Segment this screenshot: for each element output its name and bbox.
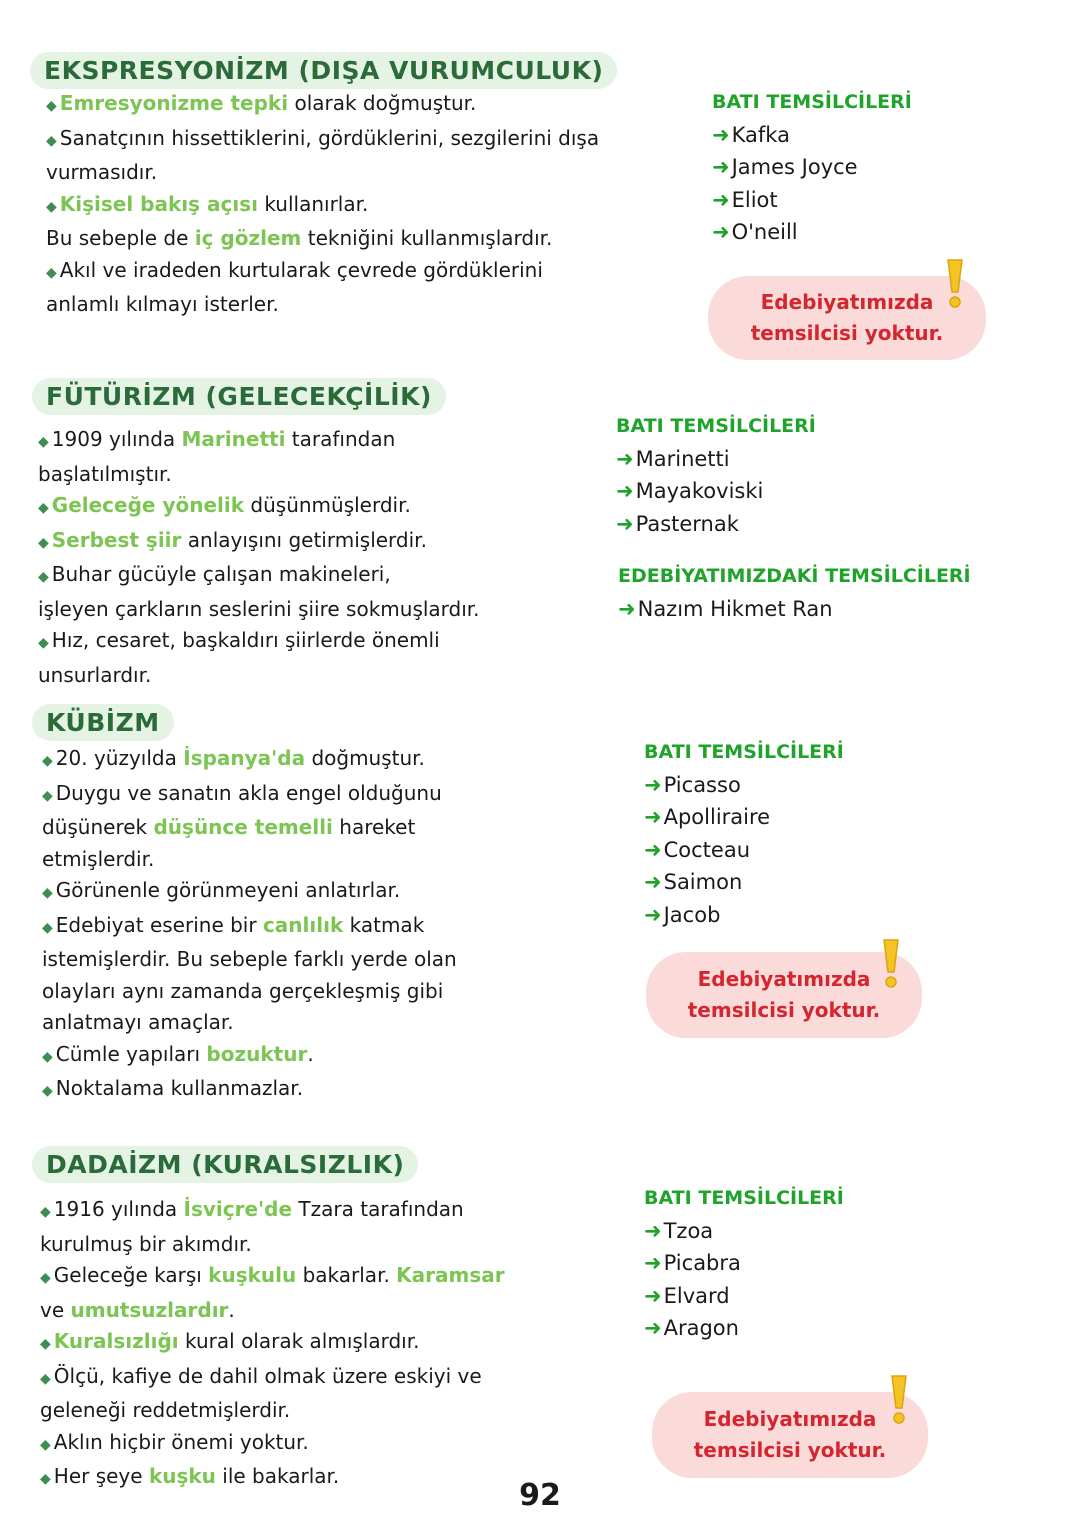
rep-item: ➜Eliot [712, 187, 778, 212]
bullet-line: ◆ Duygu ve sanatın akla engel olduğunu [42, 780, 442, 805]
bullet-line: ◆ Geleceğe yönelik düşünmüşlerdir. [38, 493, 411, 517]
bullet-line: ◆ Aklın hiçbir önemi yoktur. [40, 1429, 309, 1454]
bullet-line: ◆ Hız, cesaret, başkaldırı şiirlerde önemli [38, 628, 440, 652]
bullet-line: ◆ Buhar gücüyle çalışan makineleri, [38, 562, 391, 586]
rep-item: ➜Cocteau [644, 837, 750, 862]
arrow-right-icon: ➜ [644, 772, 662, 797]
note-no-representative: Edebiyatımızda temsilcisi yoktur. [708, 276, 986, 360]
text-line: etmişlerdir. [42, 846, 155, 871]
text-line: kurulmuş bir akımdır. [40, 1231, 252, 1256]
rep-item: ➜Elvard [644, 1283, 730, 1308]
text-line: ve umutsuzlardır. [40, 1297, 235, 1322]
arrow-right-icon: ➜ [644, 1283, 662, 1308]
arrow-right-icon: ➜ [644, 805, 662, 829]
text-line: düşünerek düşünce temelli hareket [42, 815, 416, 839]
bullet-line: ◆ Edebiyat eserine bir canlılık katmak [42, 912, 425, 937]
section-body-futurizm [38, 424, 480, 691]
bullet-line: ◆ Kişisel bakış açısı kullanırlar. [46, 191, 369, 216]
exclamation-icon [880, 938, 902, 990]
section-body-kubizm [42, 743, 457, 1108]
rep-item: ➜Kafka [712, 122, 790, 147]
bullet-line: ◆ Ölçü, kafiye de dahil olmak üzere eskiyi ve [40, 1363, 482, 1388]
rep-item: ➜O'neill [712, 220, 798, 244]
bullet-line: ◆ Emresyonizme tepki olarak doğmuştur. [46, 91, 477, 115]
arrow-right-icon: ➜ [644, 1316, 662, 1340]
rep-title: EDEBİYATIMIZDAKİ TEMSİLCİLERİ [618, 565, 971, 587]
bullet-line: ◆ 1909 yılında Marinetti tarafından [38, 427, 396, 451]
text-line: olayları aynı zamanda gerçekleşmiş gibi [42, 978, 444, 1003]
rep-item: ➜Pasternak [616, 511, 739, 536]
rep-item: ➜Nazım Hikmet Ran [618, 596, 833, 621]
rep-item: ➜Tzoa [644, 1218, 714, 1243]
bullet-line: ◆ Her şeye kuşku ile bakarlar. [40, 1464, 340, 1488]
arrow-right-icon: ➜ [618, 596, 636, 621]
rep-title: BATI TEMSİLCİLERİ [644, 741, 844, 763]
bullet-line: ◆ Akıl ve iradeden kurtularak çevrede gördüklerini [46, 257, 543, 282]
arrow-right-icon: ➜ [644, 1218, 662, 1243]
page-number: 92 [519, 1478, 561, 1513]
arrow-right-icon: ➜ [712, 155, 730, 179]
representatives-ekspresyonizm [712, 86, 912, 249]
text-line: geleneği reddetmişlerdir. [40, 1398, 291, 1422]
rep-item: ➜Picasso [644, 772, 741, 797]
rep-item: ➜Marinetti [616, 446, 730, 471]
section-title-futurizm: FÜTÜRİZM (GELECEKÇİLİK) [32, 378, 446, 415]
section-body-dadaizm [40, 1194, 505, 1496]
arrow-right-icon: ➜ [712, 122, 730, 147]
text-line: anlamlı kılmayı isterler. [46, 292, 279, 316]
rep-item: ➜Saimon [644, 870, 743, 894]
rep-item: ➜James Joyce [712, 155, 858, 179]
text-line: unsurlardır. [38, 662, 152, 687]
rep-item: ➜Apolliraire [644, 805, 771, 829]
arrow-right-icon: ➜ [644, 902, 662, 927]
section-body-ekspresyonizm [46, 88, 599, 321]
note-no-representative: Edebiyatımızda temsilcisi yoktur. [652, 1392, 928, 1478]
text-line: istemişlerdir. Bu sebeple farklı yerde olan [42, 947, 457, 971]
arrow-right-icon: ➜ [644, 837, 662, 862]
arrow-right-icon: ➜ [644, 1251, 662, 1275]
rep-title: BATI TEMSİLCİLERİ [616, 415, 816, 437]
representatives-futurizm-domestic [618, 560, 971, 625]
bullet-line: ◆ Cümle yapıları bozuktur. [42, 1041, 314, 1066]
bullet-line: ◆ 20. yüzyılda İspanya'da doğmuştur. [42, 746, 425, 770]
bullet-line: ◆ 1916 yılında İsviçre'de Tzara tarafından [40, 1197, 464, 1221]
rep-title: BATI TEMSİLCİLERİ [644, 1187, 844, 1209]
arrow-right-icon: ➜ [616, 479, 634, 503]
exclamation-icon [888, 1374, 910, 1426]
bullet-line: ◆ Kuralsızlığı kural olarak almışlardır. [40, 1329, 420, 1353]
arrow-right-icon: ➜ [644, 870, 662, 894]
rep-item: ➜Jacob [644, 902, 721, 927]
rep-item: ➜Aragon [644, 1316, 739, 1340]
section-title-kubizm: KÜBİZM [32, 704, 174, 741]
bullet-line: ◆ Serbest şiir anlayışını getirmişlerdir. [38, 527, 427, 552]
text-line: başlatılmıştır. [38, 461, 172, 486]
rep-item: ➜Picabra [644, 1251, 741, 1275]
bullet-line: ◆ Sanatçının hissettiklerini, gördüklerini, sezgilerini dışa [46, 125, 600, 150]
rep-item: ➜Mayakoviski [616, 479, 764, 503]
note-no-representative: Edebiyatımızda temsilcisi yoktur. [646, 952, 922, 1038]
representatives-kubizm [644, 736, 844, 931]
rep-title: BATI TEMSİLCİLERİ [712, 91, 912, 113]
text-line: vurmasıdır. [46, 160, 158, 184]
section-title-dadaizm: DADAİZM (KURALSIZLIK) [32, 1146, 418, 1183]
arrow-right-icon: ➜ [616, 446, 634, 471]
arrow-right-icon: ➜ [712, 220, 730, 244]
text-line: anlatmayı amaçlar. [42, 1010, 234, 1034]
arrow-right-icon: ➜ [712, 187, 730, 212]
bullet-line: ◆ Geleceğe karşı kuşkulu bakarlar. Karamsar [40, 1263, 505, 1287]
arrow-right-icon: ➜ [616, 511, 634, 536]
representatives-dadaizm [644, 1182, 844, 1345]
section-title-ekspresyonizm: EKSPRESYONİZM (DIŞA VURUMCULUK) [30, 52, 617, 89]
text-line: Bu sebeple de iç gözlem tekniğini kullanmışlardır. [46, 226, 553, 250]
representatives-futurizm [616, 410, 816, 540]
bullet-line: ◆ Noktalama kullanmazlar. [42, 1076, 304, 1100]
text-line: işleyen çarkların seslerini şiire sokmuşlardır. [38, 596, 480, 621]
exclamation-icon [944, 258, 966, 310]
bullet-line: ◆ Görünenle görünmeyeni anlatırlar. [42, 878, 401, 902]
